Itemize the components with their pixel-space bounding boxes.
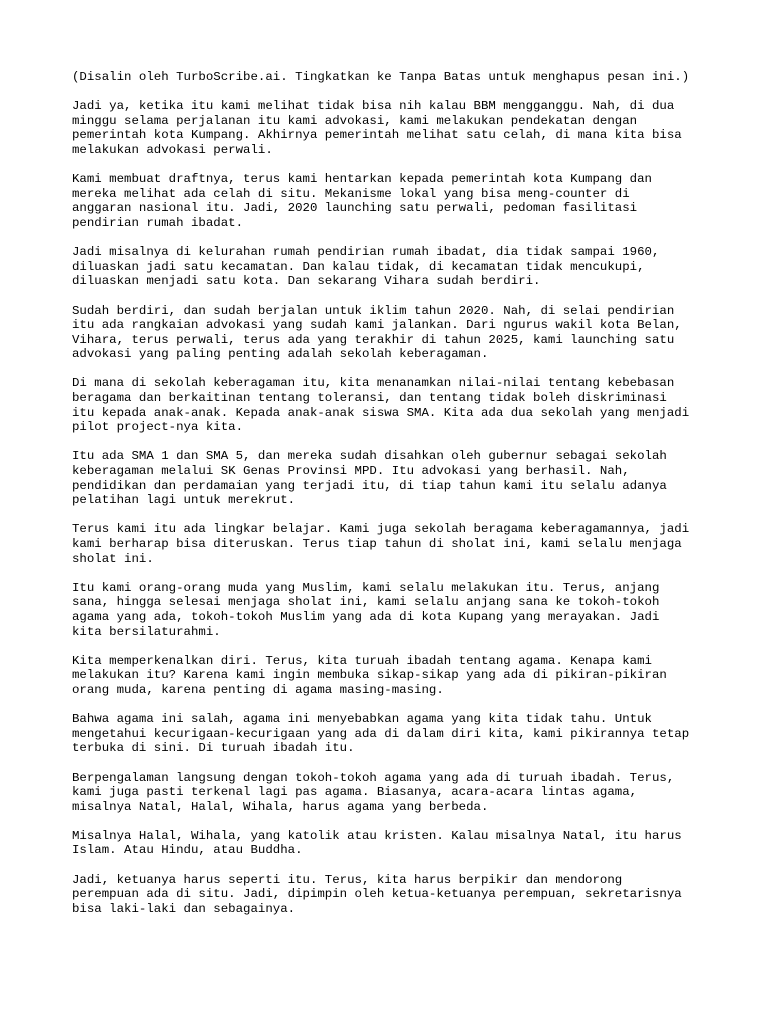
paragraph: Jadi ya, ketika itu kami melihat tidak bisa nih kalau BBM mengganggu. Nah, di dua minggu selama perjalanan itu kami advokasi, kami melakukan pendekatan dengan pemerintah kota Kumpang. Akhirnya pemerintah melihat satu celah, di mana kita bisa melakukan advokasi perwali. xyxy=(72,99,682,157)
paragraph: Misalnya Halal, Wihala, yang katolik atau kristen. Kalau misalnya Natal, itu harus Islam. Atau Hindu, atau Buddha. xyxy=(72,828,682,858)
paragraph: Kami membuat draftnya, terus kami hentarkan kepada pemerintah kota Kumpang dan mereka melihat ada celah di situ. Mekanisme lokal yang bisa meng-counter di anggaran nasional itu. Jadi, 2020 launching satu perwali, pedoman fasilitasi pendirian rumah ibadat. xyxy=(72,172,652,230)
paragraph: Terus kami itu ada lingkar belajar. Kami juga sekolah beragama keberagamannya, jadi kami berharap bisa diteruskan. Terus tiap tahun di sholat ini, kami selalu menjaga sholat ini. xyxy=(72,522,690,566)
paragraph: Bahwa agama ini salah, agama ini menyebabkan agama yang kita tidak tahu. Untuk mengetahui kecurigaan-kecurigaan yang ada di dalam diri kita, kami pikirannya tetap terbuka di sini. Di turuah ibadah itu. xyxy=(72,712,690,756)
paragraph: Berpengalaman langsung dengan tokoh-tokoh agama yang ada di turuah ibadah. Terus, kami juga pasti terkenal lagi pas agama. Biasanya, acara-acara lintas agama, misalnya Natal, Halal, Wihala, harus agama yang berbeda. xyxy=(72,770,675,814)
paragraph: Itu ada SMA 1 dan SMA 5, dan mereka sudah disahkan oleh gubernur sebagai sekolah keberagaman melalui SK Genas Provinsi MPD. Itu advokasi yang berhasil. Nah, pendidikan dan perdamaian yang terjadi itu, di tiap tahun kami itu selalu adanya pelatihan lagi untuk merekrut. xyxy=(72,449,667,508)
document-body xyxy=(72,70,702,931)
paragraph: Jadi misalnya di kelurahan rumah pendirian rumah ibadat, dia tidak sampai 1960, diluaskan jadi satu kecamatan. Dan kalau tidak, di kecamatan tidak mencukupi, diluaskan menjadi satu kota. Dan sekarang Vihara sudah berdiri. xyxy=(72,245,660,289)
paragraph: Jadi, ketuanya harus seperti itu. Terus, kita harus berpikir dan mendorong perempuan ada di situ. Jadi, dipimpin oleh ketua-ketuanya perempuan, sekretarisnya bisa laki-laki dan sebagainya. xyxy=(72,872,682,916)
paragraph: Itu kami orang-orang muda yang Muslim, kami selalu melakukan itu. Terus, anjang sana, hingga selesai menjaga sholat ini, kami selalu anjang sana ke tokoh-tokoh agama yang ada, tokoh-tokoh Muslim yang ada di kota Kupang yang merayakan. Jadi kita bersilaturahmi. xyxy=(72,580,660,639)
paragraph-watermark-note: (Disalin oleh TurboScribe.ai. Tingkatkan ke Tanpa Batas untuk menghapus pesan ini.) xyxy=(72,70,690,84)
paragraph: Di mana di sekolah keberagaman itu, kita menanamkan nilai-nilai tentang kebebasan beragama dan berkaitinan tentang toleransi, dan tentang tidak boleh diskriminasi itu kepada anak-anak. Kepada anak-anak siswa SMA. Kita ada dua sekolah yang menjadi pilot project-nya kita. xyxy=(72,376,690,435)
paragraph: Sudah berdiri, dan sudah berjalan untuk iklim tahun 2020. Nah, di selai pendirian itu ada rangkaian advokasi yang sudah kami jalankan. Dari ngurus wakil kota Belan, Vihara, terus perwali, terus ada yang terakhir di tahun 2025, kami launching satu advokasi yang paling penting adalah sekolah keberagaman. xyxy=(72,303,682,362)
paragraph: Kita memperkenalkan diri. Terus, kita turuah ibadah tentang agama. Kenapa kami melakukan itu? Karena kami ingin membuka sikap-sikap yang ada di pikiran-pikiran orang muda, karena penting di agama masing-masing. xyxy=(72,653,667,697)
